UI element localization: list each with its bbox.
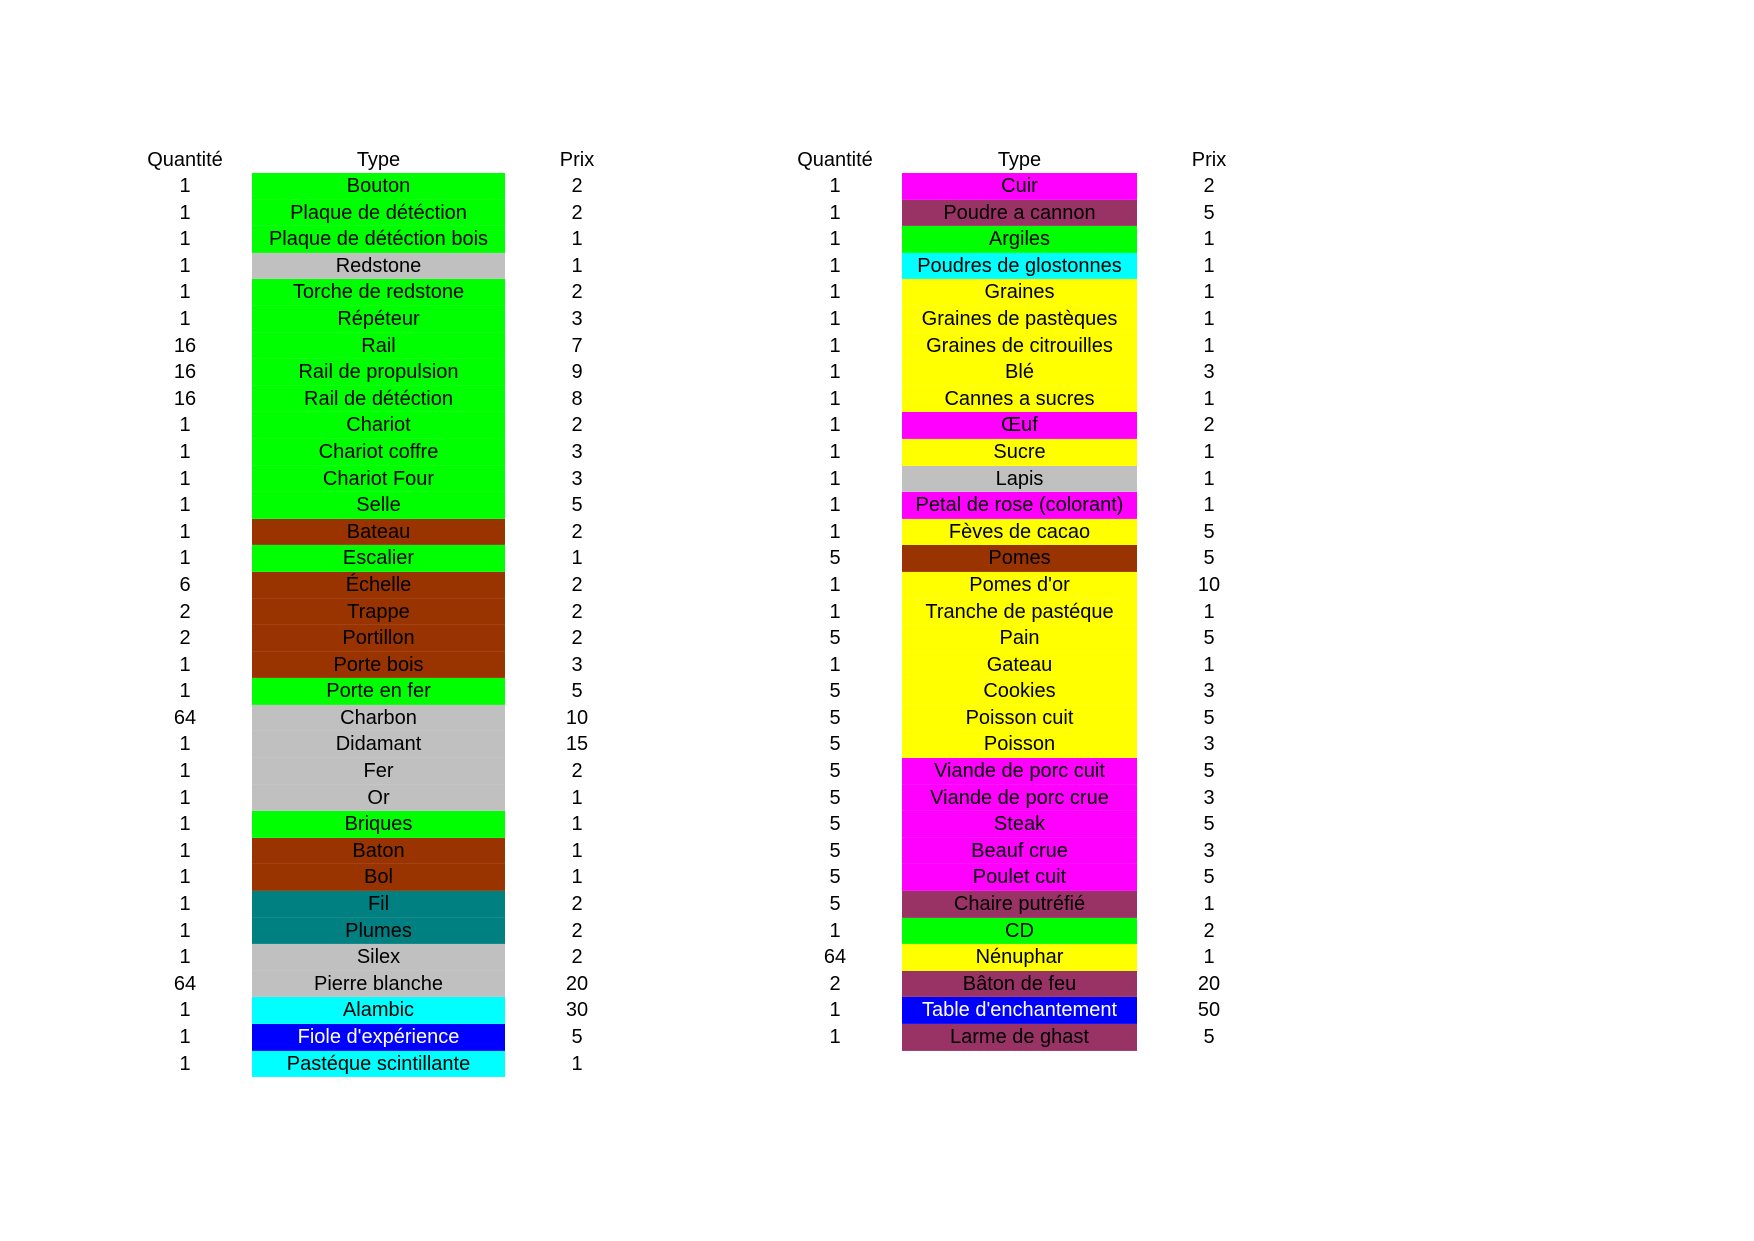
type-cell: Plumes bbox=[252, 918, 505, 945]
table-row bbox=[138, 412, 629, 439]
table-row bbox=[138, 599, 629, 626]
type-cell: Œuf bbox=[902, 412, 1137, 439]
price-cell: 5 bbox=[1203, 627, 1215, 650]
price-cell: 2 bbox=[571, 201, 583, 224]
type-cell: Petal de rose (colorant) bbox=[902, 492, 1137, 519]
type-cell: Viande de porc crue bbox=[902, 785, 1137, 812]
price-cell: 1 bbox=[1203, 254, 1215, 277]
price-cell: 3 bbox=[1203, 361, 1215, 384]
price-cell: 5 bbox=[1203, 813, 1215, 836]
table-row bbox=[788, 705, 1261, 732]
table-row bbox=[788, 253, 1261, 280]
table-row bbox=[138, 1051, 629, 1078]
type-cell: Bateau bbox=[252, 519, 505, 546]
price-cell: 2 bbox=[571, 600, 583, 623]
table-row bbox=[138, 1024, 629, 1051]
type-cell: Cookies bbox=[902, 678, 1137, 705]
table-row bbox=[788, 652, 1261, 679]
quantity-cell: 5 bbox=[829, 547, 841, 570]
left-table-header bbox=[138, 147, 629, 173]
quantity-cell: 1 bbox=[829, 1026, 841, 1048]
type-cell: Chariot coffre bbox=[252, 439, 505, 466]
price-cell: 2 bbox=[571, 281, 583, 304]
price-cell: 3 bbox=[1203, 733, 1215, 756]
price-cell: 5 bbox=[1203, 760, 1215, 783]
type-cell: Lapis bbox=[902, 466, 1137, 493]
quantity-cell: 1 bbox=[179, 1026, 191, 1048]
price-cell: 30 bbox=[565, 999, 589, 1022]
type-cell: Fiole d'expérience bbox=[252, 1024, 505, 1051]
price-header: Prix bbox=[1191, 149, 1227, 171]
quantity-cell: 5 bbox=[829, 813, 841, 836]
quantity-cell: 2 bbox=[179, 600, 191, 623]
quantity-cell: 1 bbox=[829, 387, 841, 410]
table-row bbox=[138, 811, 629, 838]
quantity-cell: 1 bbox=[179, 494, 191, 517]
type-cell: Fer bbox=[252, 758, 505, 785]
price-cell: 5 bbox=[571, 494, 583, 517]
table-row bbox=[788, 226, 1261, 253]
quantity-cell: 1 bbox=[829, 999, 841, 1022]
price-cell: 1 bbox=[571, 1052, 583, 1075]
type-cell: Pain bbox=[902, 625, 1137, 652]
price-header: Prix bbox=[559, 149, 595, 171]
quantity-cell: 1 bbox=[179, 786, 191, 809]
table-row bbox=[138, 333, 629, 360]
quantity-cell: 1 bbox=[179, 520, 191, 543]
table-row bbox=[788, 599, 1261, 626]
price-cell: 10 bbox=[1197, 573, 1221, 596]
table-row bbox=[138, 226, 629, 253]
price-cell: 1 bbox=[1203, 307, 1215, 330]
price-cell: 5 bbox=[1203, 520, 1215, 543]
quantity-cell: 5 bbox=[829, 786, 841, 809]
price-cell: 1 bbox=[571, 547, 583, 570]
quantity-cell: 1 bbox=[829, 440, 841, 463]
table-row bbox=[138, 785, 629, 812]
quantity-cell: 1 bbox=[829, 494, 841, 517]
price-cell: 2 bbox=[1203, 175, 1215, 197]
type-cell: Larme de ghast bbox=[902, 1024, 1137, 1051]
table-row bbox=[788, 386, 1261, 413]
quantity-cell: 1 bbox=[829, 334, 841, 357]
price-cell: 5 bbox=[1203, 201, 1215, 224]
quantity-header: Quantité bbox=[147, 149, 223, 171]
price-cell: 20 bbox=[1197, 972, 1221, 995]
price-cell: 5 bbox=[1203, 706, 1215, 729]
quantity-cell: 1 bbox=[179, 307, 191, 330]
quantity-cell: 1 bbox=[829, 175, 841, 197]
quantity-cell: 1 bbox=[179, 813, 191, 836]
table-row bbox=[788, 678, 1261, 705]
quantity-cell: 1 bbox=[829, 520, 841, 543]
type-cell: Bol bbox=[252, 864, 505, 891]
table-row bbox=[138, 545, 629, 572]
quantity-cell: 1 bbox=[829, 919, 841, 942]
right-table-body bbox=[788, 173, 1261, 1051]
price-cell: 5 bbox=[1203, 1026, 1215, 1048]
price-cell: 3 bbox=[1203, 680, 1215, 703]
quantity-cell: 5 bbox=[829, 706, 841, 729]
price-cell: 15 bbox=[565, 733, 589, 756]
left-price-table bbox=[138, 147, 629, 1077]
table-row bbox=[788, 864, 1261, 891]
quantity-cell: 1 bbox=[179, 893, 191, 916]
quantity-cell: 1 bbox=[829, 228, 841, 251]
table-row bbox=[788, 572, 1261, 599]
price-cell: 5 bbox=[1203, 866, 1215, 889]
quantity-cell: 16 bbox=[173, 387, 197, 410]
table-row bbox=[788, 758, 1261, 785]
quantity-cell: 1 bbox=[179, 440, 191, 463]
quantity-header: Quantité bbox=[797, 149, 873, 171]
quantity-cell: 64 bbox=[173, 972, 197, 995]
type-cell: Poulet cuit bbox=[902, 864, 1137, 891]
quantity-cell: 1 bbox=[829, 653, 841, 676]
table-row bbox=[138, 572, 629, 599]
type-cell: Baton bbox=[252, 838, 505, 865]
type-cell: Porte en fer bbox=[252, 678, 505, 705]
type-cell: Porte bois bbox=[252, 652, 505, 679]
type-cell: Poudre a cannon bbox=[902, 200, 1137, 227]
type-cell: Tranche de pastéque bbox=[902, 599, 1137, 626]
quantity-cell: 16 bbox=[173, 334, 197, 357]
price-cell: 3 bbox=[571, 653, 583, 676]
price-cell: 2 bbox=[571, 919, 583, 942]
type-header: Type bbox=[356, 149, 401, 171]
quantity-cell: 1 bbox=[179, 733, 191, 756]
type-cell: Rail bbox=[252, 333, 505, 360]
price-cell: 10 bbox=[565, 706, 589, 729]
table-row bbox=[138, 519, 629, 546]
quantity-cell: 64 bbox=[823, 946, 847, 969]
type-cell: Rail de propulsion bbox=[252, 359, 505, 386]
quantity-cell: 1 bbox=[179, 547, 191, 570]
table-row bbox=[788, 918, 1261, 945]
right-table-header bbox=[788, 147, 1261, 173]
type-cell: Chariot Four bbox=[252, 466, 505, 493]
quantity-cell: 1 bbox=[829, 361, 841, 384]
price-cell: 8 bbox=[571, 387, 583, 410]
price-cell: 20 bbox=[565, 972, 589, 995]
left-table-body bbox=[138, 173, 629, 1077]
table-row bbox=[788, 279, 1261, 306]
table-row bbox=[138, 200, 629, 227]
table-row bbox=[788, 173, 1261, 200]
quantity-cell: 5 bbox=[829, 627, 841, 650]
table-row bbox=[138, 944, 629, 971]
type-cell: Graines bbox=[902, 279, 1137, 306]
table-row bbox=[138, 173, 629, 200]
table-row bbox=[138, 279, 629, 306]
price-cell: 7 bbox=[571, 334, 583, 357]
table-row bbox=[788, 891, 1261, 918]
price-cell: 1 bbox=[1203, 600, 1215, 623]
type-cell: Graines de citrouilles bbox=[902, 333, 1137, 360]
quantity-cell: 1 bbox=[179, 281, 191, 304]
type-cell: Cuir bbox=[902, 173, 1137, 200]
type-cell: Alambic bbox=[252, 997, 505, 1024]
quantity-cell: 2 bbox=[179, 627, 191, 650]
type-cell: Graines de pastèques bbox=[902, 306, 1137, 333]
price-cell: 2 bbox=[571, 760, 583, 783]
table-row bbox=[788, 200, 1261, 227]
table-row bbox=[788, 359, 1261, 386]
table-row bbox=[138, 439, 629, 466]
type-cell: Pierre blanche bbox=[252, 971, 505, 998]
quantity-cell: 1 bbox=[179, 175, 191, 197]
price-cell: 2 bbox=[571, 414, 583, 437]
price-cell: 3 bbox=[571, 440, 583, 463]
quantity-cell: 5 bbox=[829, 680, 841, 703]
table-row bbox=[788, 971, 1261, 998]
price-cell: 1 bbox=[1203, 653, 1215, 676]
type-cell: Torche de redstone bbox=[252, 279, 505, 306]
type-cell: Plaque de détéction bois bbox=[252, 226, 505, 253]
type-cell: Sucre bbox=[902, 439, 1137, 466]
quantity-cell: 5 bbox=[829, 893, 841, 916]
table-row bbox=[788, 838, 1261, 865]
price-cell: 5 bbox=[1203, 547, 1215, 570]
quantity-cell: 1 bbox=[179, 201, 191, 224]
price-cell: 2 bbox=[571, 946, 583, 969]
table-row bbox=[788, 997, 1261, 1024]
quantity-cell: 6 bbox=[179, 573, 191, 596]
price-cell: 1 bbox=[571, 786, 583, 809]
type-cell: Nénuphar bbox=[902, 944, 1137, 971]
price-cell: 1 bbox=[571, 254, 583, 277]
quantity-cell: 1 bbox=[829, 254, 841, 277]
type-cell: Steak bbox=[902, 811, 1137, 838]
price-cell: 5 bbox=[571, 680, 583, 703]
type-cell: Charbon bbox=[252, 705, 505, 732]
table-row bbox=[138, 705, 629, 732]
table-row bbox=[138, 997, 629, 1024]
price-cell: 5 bbox=[571, 1026, 583, 1048]
price-cell: 50 bbox=[1197, 999, 1221, 1022]
table-row bbox=[138, 359, 629, 386]
price-cell: 1 bbox=[1203, 387, 1215, 410]
quantity-cell: 1 bbox=[179, 866, 191, 889]
price-cell: 1 bbox=[1203, 893, 1215, 916]
price-cell: 1 bbox=[571, 228, 583, 251]
type-cell: Poisson bbox=[902, 731, 1137, 758]
type-cell: Escalier bbox=[252, 545, 505, 572]
type-header: Type bbox=[997, 149, 1042, 171]
quantity-cell: 1 bbox=[179, 653, 191, 676]
table-row bbox=[138, 918, 629, 945]
table-row bbox=[138, 891, 629, 918]
table-row bbox=[788, 625, 1261, 652]
type-cell: Gateau bbox=[902, 652, 1137, 679]
price-cell: 1 bbox=[1203, 467, 1215, 490]
quantity-cell: 1 bbox=[179, 760, 191, 783]
quantity-cell: 1 bbox=[829, 307, 841, 330]
quantity-cell: 1 bbox=[179, 414, 191, 437]
table-row bbox=[138, 386, 629, 413]
type-cell: Redstone bbox=[252, 253, 505, 280]
type-cell: Bâton de feu bbox=[902, 971, 1137, 998]
table-row bbox=[138, 678, 629, 705]
price-cell: 2 bbox=[571, 573, 583, 596]
type-cell: Cannes a sucres bbox=[902, 386, 1137, 413]
table-row bbox=[788, 811, 1261, 838]
quantity-cell: 5 bbox=[829, 839, 841, 862]
quantity-cell: 1 bbox=[179, 1052, 191, 1075]
table-row bbox=[138, 652, 629, 679]
table-row bbox=[138, 625, 629, 652]
table-row bbox=[788, 412, 1261, 439]
table-row bbox=[138, 253, 629, 280]
type-cell: Pomes bbox=[902, 545, 1137, 572]
price-cell: 1 bbox=[571, 839, 583, 862]
table-row bbox=[138, 306, 629, 333]
type-cell: Bouton bbox=[252, 173, 505, 200]
table-row bbox=[788, 519, 1261, 546]
table-row bbox=[138, 971, 629, 998]
price-cell: 3 bbox=[1203, 786, 1215, 809]
table-row bbox=[138, 466, 629, 493]
type-cell: Table d'enchantement bbox=[902, 997, 1137, 1024]
type-cell: Beauf crue bbox=[902, 838, 1137, 865]
quantity-cell: 1 bbox=[179, 228, 191, 251]
quantity-cell: 1 bbox=[179, 680, 191, 703]
price-cell: 2 bbox=[1203, 919, 1215, 942]
table-row bbox=[788, 545, 1261, 572]
price-cell: 1 bbox=[571, 813, 583, 836]
table-row bbox=[138, 731, 629, 758]
type-cell: Viande de porc cuit bbox=[902, 758, 1137, 785]
price-cell: 1 bbox=[1203, 334, 1215, 357]
quantity-cell: 1 bbox=[829, 201, 841, 224]
price-cell: 1 bbox=[1203, 494, 1215, 517]
quantity-cell: 1 bbox=[179, 999, 191, 1022]
type-cell: Chaire putréfié bbox=[902, 891, 1137, 918]
price-cell: 3 bbox=[1203, 839, 1215, 862]
type-cell: Selle bbox=[252, 492, 505, 519]
quantity-cell: 1 bbox=[829, 467, 841, 490]
quantity-cell: 5 bbox=[829, 733, 841, 756]
price-cell: 2 bbox=[571, 520, 583, 543]
type-cell: Silex bbox=[252, 944, 505, 971]
table-row bbox=[138, 864, 629, 891]
quantity-cell: 2 bbox=[829, 972, 841, 995]
type-cell: Poudres de glostonnes bbox=[902, 253, 1137, 280]
quantity-cell: 1 bbox=[829, 573, 841, 596]
table-row bbox=[788, 785, 1261, 812]
type-cell: Pastéque scintillante bbox=[252, 1051, 505, 1078]
table-row bbox=[788, 439, 1261, 466]
table-row bbox=[788, 1024, 1261, 1051]
type-cell: Pomes d'or bbox=[902, 572, 1137, 599]
type-cell: Fil bbox=[252, 891, 505, 918]
price-cell: 1 bbox=[1203, 228, 1215, 251]
type-cell: Rail de détéction bbox=[252, 386, 505, 413]
table-row bbox=[788, 333, 1261, 360]
type-cell: Répéteur bbox=[252, 306, 505, 333]
price-cell: 9 bbox=[571, 361, 583, 384]
type-cell: Didamant bbox=[252, 731, 505, 758]
type-cell: CD bbox=[902, 918, 1137, 945]
price-cell: 1 bbox=[1203, 440, 1215, 463]
table-row bbox=[138, 758, 629, 785]
quantity-cell: 16 bbox=[173, 361, 197, 384]
quantity-cell: 1 bbox=[179, 839, 191, 862]
type-cell: Portillon bbox=[252, 625, 505, 652]
quantity-cell: 64 bbox=[173, 706, 197, 729]
price-cell: 1 bbox=[571, 866, 583, 889]
price-cell: 1 bbox=[1203, 281, 1215, 304]
type-cell: Blé bbox=[902, 359, 1137, 386]
price-cell: 3 bbox=[571, 307, 583, 330]
quantity-cell: 5 bbox=[829, 760, 841, 783]
right-price-table bbox=[788, 147, 1261, 1051]
type-cell: Trappe bbox=[252, 599, 505, 626]
type-cell: Échelle bbox=[252, 572, 505, 599]
type-cell: Briques bbox=[252, 811, 505, 838]
type-cell: Argiles bbox=[902, 226, 1137, 253]
table-row bbox=[138, 838, 629, 865]
type-cell: Poisson cuit bbox=[902, 705, 1137, 732]
quantity-cell: 1 bbox=[829, 414, 841, 437]
quantity-cell: 1 bbox=[829, 281, 841, 304]
price-cell: 2 bbox=[571, 893, 583, 916]
table-row bbox=[138, 492, 629, 519]
price-cell: 1 bbox=[1203, 946, 1215, 969]
type-cell: Chariot bbox=[252, 412, 505, 439]
quantity-cell: 1 bbox=[179, 919, 191, 942]
type-cell: Fèves de cacao bbox=[902, 519, 1137, 546]
quantity-cell: 5 bbox=[829, 866, 841, 889]
table-row bbox=[788, 492, 1261, 519]
table-row bbox=[788, 466, 1261, 493]
type-cell: Or bbox=[252, 785, 505, 812]
quantity-cell: 1 bbox=[179, 467, 191, 490]
type-cell: Plaque de détéction bbox=[252, 200, 505, 227]
table-row bbox=[788, 306, 1261, 333]
price-cell: 2 bbox=[1203, 414, 1215, 437]
quantity-cell: 1 bbox=[829, 600, 841, 623]
quantity-cell: 1 bbox=[179, 254, 191, 277]
price-cell: 3 bbox=[571, 467, 583, 490]
table-row bbox=[788, 731, 1261, 758]
quantity-cell: 1 bbox=[179, 946, 191, 969]
table-row bbox=[788, 944, 1261, 971]
price-cell: 2 bbox=[571, 627, 583, 650]
price-cell: 2 bbox=[571, 175, 583, 197]
